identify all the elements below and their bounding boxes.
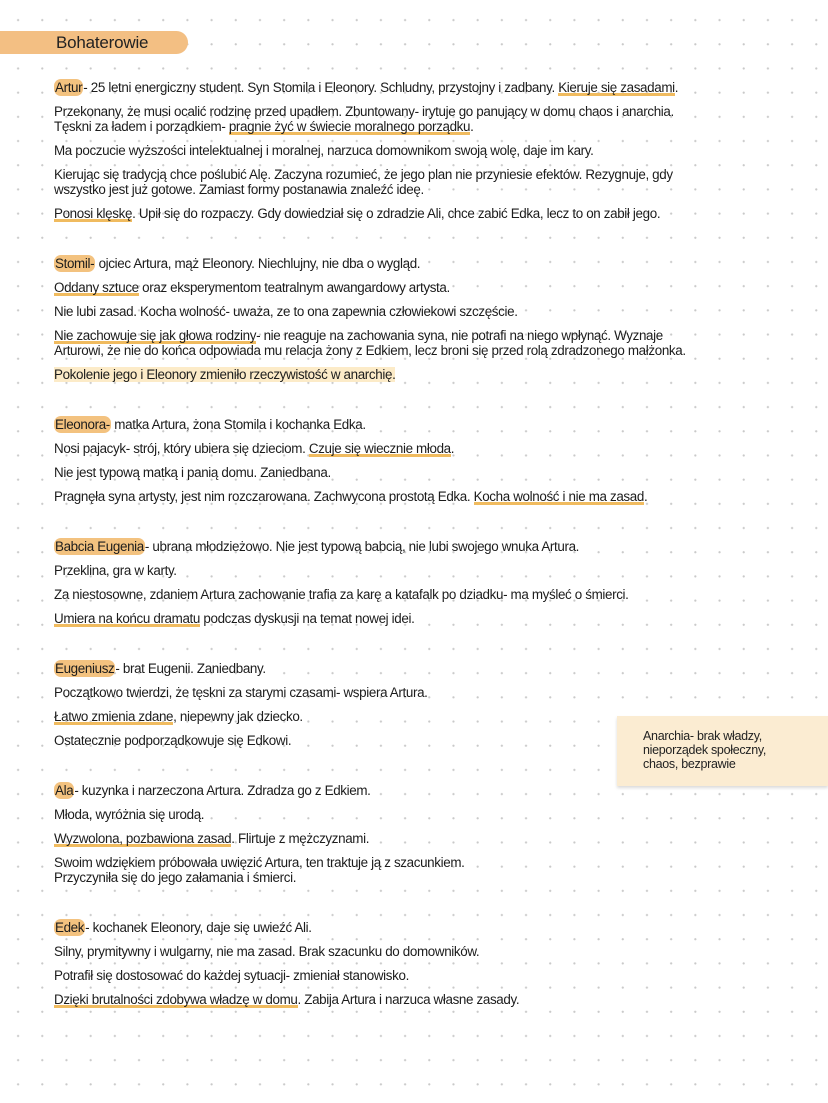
text-segment: .	[674, 80, 679, 95]
text-line	[54, 417, 814, 432]
text-line	[54, 685, 814, 700]
text-line	[54, 563, 814, 578]
text-segment: wszystko jest już gotowe. Zamiast formy postanawia znaleźć ideę.	[54, 182, 424, 197]
text-segment: Nie lubi zasad. Kocha wolność- uważa, ze to ona zapewnia człowiekowi szczęście.	[54, 304, 518, 319]
text-segment: matka Artura, żona Stomila i kochanka Edka.	[110, 417, 366, 432]
text-segment: ojciec Artura, mąż Eleonory. Niechlujny, nie dba o wygląd.	[95, 256, 421, 271]
text-line	[54, 870, 814, 885]
text-segment: . Upił się do rozpaczy. Gdy dowiedział się o zdradzie Ali, chce zabić Edka, lecz to on zabił jego.	[132, 206, 661, 221]
text-line	[54, 992, 814, 1007]
text-segment: Nosi pajacyk- strój, który ubiera się dzieciom.	[54, 441, 309, 456]
emphasized-text: Oddany sztuce	[54, 280, 139, 295]
emphasized-text: Kieruje się zasadami	[558, 80, 675, 95]
emphasized-text: Ponosi klęskę	[54, 206, 133, 221]
title-banner	[0, 31, 188, 54]
text-segment: Kierując się tradycją chce poślubić Alę. Zaczyna rozumieć, że jego plan nie przyniesie efektów. Rezygnuje, gdy	[54, 167, 673, 182]
text-segment: podczas dyskusji na temat nowej idei.	[200, 611, 415, 626]
emphasized-text: Łatwo zmienia zdane	[54, 709, 174, 724]
text-line	[54, 587, 814, 602]
text-line	[54, 167, 814, 182]
section-artur	[54, 80, 814, 221]
text-line	[54, 465, 814, 480]
text-segment: Za niestosowne, zdaniem Artura zachowanie trafia za karę a katafalk po dziadku- ma myśleć o śmierci.	[54, 587, 629, 602]
text-segment: Ostatecznie podporządkowuje się Edkowi.	[54, 733, 292, 748]
text-line	[54, 807, 814, 822]
text-segment: .	[470, 119, 474, 134]
text-line	[54, 328, 814, 343]
character-name: Babcia Eugenia	[55, 539, 144, 554]
text-segment: Silny, prymitywny i wulgarny, nie ma zasad. Brak szacunku do domowników.	[54, 944, 480, 959]
character-name: Artur	[55, 80, 83, 95]
text-segment: .	[450, 441, 455, 456]
character-name: Eleonora-	[55, 417, 110, 432]
text-segment: - ubrana młodzieżowo. Nie jest typową babcią, nie lubi swojego wnuka Artura.	[144, 539, 580, 554]
text-segment: . Flirtuje z mężczyznami.	[231, 831, 370, 846]
text-line	[54, 80, 814, 95]
text-segment: - kuzynka i narzeczona Artura. Zdradza go z Edkiem.	[74, 783, 371, 798]
text-line	[54, 855, 814, 870]
section-stomil	[54, 256, 814, 382]
text-segment: - brat Eugenii. Zaniedbany.	[115, 661, 266, 676]
text-segment: - nie reaguje na zachowania syna, nie potrafi na niego wpłynąć. Wyznaje	[256, 328, 663, 343]
character-name: Eugeniusz	[55, 661, 115, 676]
text-segment: Arturowi, że nie do końca odpowiada mu relacja żony z Edkiem, lecz broni się przed rolą zdradzonego małżonka.	[54, 343, 686, 358]
text-line	[54, 104, 814, 119]
emphasized-text: Wyzwolona, pozbawiona zasad	[54, 831, 232, 846]
text-segment: Przeklina, gra w karty.	[54, 563, 177, 578]
text-line	[54, 944, 814, 959]
text-segment: Nie jest typową matką i panią domu. Zaniedbana.	[54, 465, 331, 480]
character-notes	[54, 80, 814, 1042]
emphasized-text: Nie zachowuje się jak głowa rodziny	[54, 328, 257, 343]
text-segment: Pragnęła syna artysty, jest nim rozczarowana. Zachwycona prostotą Edka.	[54, 489, 474, 504]
text-line	[54, 920, 814, 935]
emphasized-text: Umiera na końcu dramatu	[54, 611, 201, 626]
emphasized-text: Czuje się wiecznie młoda	[308, 441, 451, 456]
text-segment: Potrafił się dostosować do każdej sytuacji- zmieniał stanowisko.	[54, 968, 409, 983]
text-segment: oraz eksperymentom teatralnym awangardowy artysta.	[138, 280, 450, 295]
text-line	[54, 143, 814, 158]
text-line	[54, 968, 814, 983]
text-segment: Tęskni za ładem i porządkiem-	[54, 119, 229, 134]
text-segment: .	[643, 489, 648, 504]
text-segment: Przyczyniła się do jego załamania i śmierci.	[54, 870, 297, 885]
text-segment: Przekonany, że musi ocalić rodzinę przed upadłem. Zbuntowany- irytuje go panujący w domu chaos i anarchia.	[54, 104, 674, 119]
text-line	[54, 280, 814, 295]
text-segment: Młoda, wyróżnia się urodą.	[54, 807, 205, 822]
text-segment: , niepewny jak dziecko.	[173, 709, 303, 724]
text-line	[54, 661, 814, 676]
text-line	[54, 831, 814, 846]
text-line	[54, 256, 814, 271]
text-segment: Ma poczucie wyższości intelektualnej i moralnej, narzuca domownikom swoją wolę, daje im kary.	[54, 143, 594, 158]
character-name: Edek	[55, 920, 85, 935]
emphasized-text: Dzięki brutalności zdobywa władzę w domu	[54, 992, 298, 1007]
section-eleonora	[54, 417, 814, 504]
text-segment: Swoim wdziękiem próbowała uwięzić Artura, ten traktuje ją z szacunkiem.	[54, 855, 465, 870]
text-line	[54, 119, 814, 134]
text-line	[54, 611, 814, 626]
text-line	[54, 539, 814, 554]
section-babcia-eugenia	[54, 539, 814, 626]
text-line	[54, 489, 814, 504]
character-name: Stomil-	[55, 256, 95, 271]
text-segment: . Zabija Artura i narzuca własne zasady.	[297, 992, 520, 1007]
text-line	[54, 343, 814, 358]
definition-sticky-note	[617, 716, 828, 786]
page-title: Bohaterowie	[56, 33, 149, 52]
note-line: chaos, bezprawie	[643, 757, 736, 771]
text-line	[54, 441, 814, 456]
note-line: Anarchia- brak władzy,	[643, 729, 762, 743]
text-segment: - kochanek Eleonory, daje się uwieźć Ali.	[85, 920, 312, 935]
text-line	[54, 367, 814, 382]
section-edek	[54, 920, 814, 1007]
text-segment: - 25 letni energiczny student. Syn Stomila i Eleonory. Schludny, przystojny i zadbany.	[83, 80, 559, 95]
character-name: Ala	[55, 783, 74, 798]
text-line	[54, 304, 814, 319]
emphasized-text: Pokolenie jego i Eleonory zmieniło rzeczywistość w anarchię.	[54, 367, 396, 382]
text-segment: Początkowo twierdzi, że tęskni za starymi czasami- wspiera Artura.	[54, 685, 428, 700]
emphasized-text: Kocha wolność i nie ma zasad	[473, 489, 644, 504]
text-line	[54, 206, 814, 221]
note-line: nieporządek społeczny,	[643, 743, 767, 757]
text-line	[54, 182, 814, 197]
section-ala	[54, 783, 814, 885]
emphasized-text: pragnie żyć w świecie moralnego porządku	[228, 119, 471, 134]
